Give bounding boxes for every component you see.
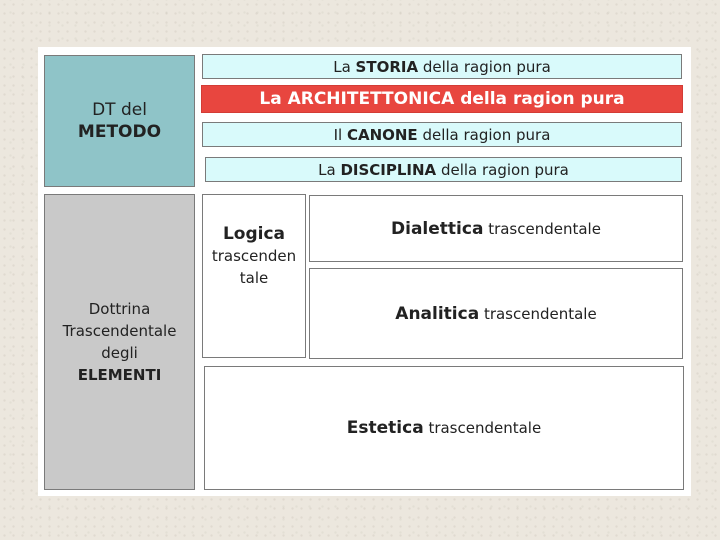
disciplina-post: della ragion pura bbox=[436, 160, 569, 179]
estetica-bold: Estetica bbox=[346, 418, 424, 438]
dt-metodo-line2: METODO bbox=[77, 122, 162, 142]
dialettica-bold: Dialettica bbox=[391, 218, 484, 239]
architettonica-strip bbox=[201, 85, 683, 113]
dottrina-elementi-box bbox=[44, 194, 195, 490]
storia-pre: La bbox=[333, 57, 356, 76]
dottrina-line1: Dottrina bbox=[88, 300, 151, 318]
storia-bold: STORIA bbox=[355, 57, 419, 76]
logica-line3: tale bbox=[239, 269, 269, 287]
estetica-box bbox=[204, 366, 684, 490]
dottrina-line4: ELEMENTI bbox=[77, 366, 162, 384]
canone-post: della ragion pura bbox=[417, 125, 551, 144]
analitica-bold: Analitica bbox=[395, 303, 480, 324]
storia-post: della ragion pura bbox=[418, 57, 551, 76]
storia-strip bbox=[202, 54, 682, 79]
disciplina-strip bbox=[205, 157, 682, 182]
analitica-post: trascendentale bbox=[479, 304, 597, 323]
canone-pre: Il bbox=[333, 125, 347, 144]
dottrina-line2: Trascendentale bbox=[62, 322, 177, 340]
disciplina-pre: La bbox=[318, 160, 341, 179]
estetica-post: trascendentale bbox=[423, 419, 542, 437]
analitica-box bbox=[309, 268, 683, 359]
canone-bold: CANONE bbox=[346, 125, 418, 144]
logica-line2: trascenden bbox=[211, 247, 297, 265]
dottrina-line3: degli bbox=[101, 344, 138, 362]
architettonica-text: La ARCHITETTONICA della ragion pura bbox=[259, 89, 625, 109]
canone-strip bbox=[202, 122, 682, 147]
dt-metodo-line1: DT del bbox=[92, 100, 147, 120]
dialettica-box bbox=[309, 195, 683, 262]
dialettica-post: trascendentale bbox=[483, 219, 601, 238]
dt-metodo-box bbox=[44, 55, 195, 187]
logica-box bbox=[202, 194, 306, 358]
logica-title: Logica bbox=[222, 224, 286, 244]
disciplina-bold: DISCIPLINA bbox=[340, 160, 437, 179]
